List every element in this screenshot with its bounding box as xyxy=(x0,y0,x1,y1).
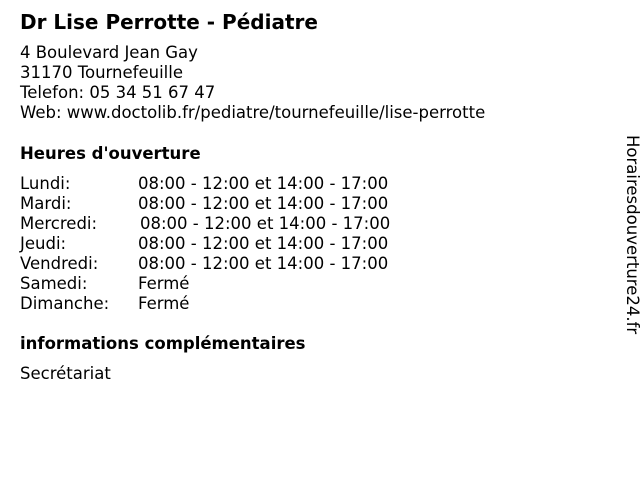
day-label: Jeudi: xyxy=(20,234,67,253)
time-range: 08:00 - 12:00 et 14:00 - 17:00 xyxy=(138,234,389,253)
day-label: Mercredi: xyxy=(20,214,98,233)
time-range: 08:00 - 12:00 et 14:00 - 17:00 xyxy=(140,214,391,233)
additional-info-heading: informations complémentaires xyxy=(20,334,306,353)
site-watermark: Horairesdouverture24.fr xyxy=(623,135,642,335)
day-label: Lundi: xyxy=(20,174,71,193)
time-range: Fermé xyxy=(138,274,190,293)
day-label: Samedi: xyxy=(20,274,88,293)
day-label: Vendredi: xyxy=(20,254,99,273)
time-range: Fermé xyxy=(138,294,190,313)
street-address: 4 Boulevard Jean Gay xyxy=(20,43,198,62)
time-range: 08:00 - 12:00 et 14:00 - 17:00 xyxy=(138,254,389,273)
address-block xyxy=(20,43,485,123)
time-range: 08:00 - 12:00 et 14:00 - 17:00 xyxy=(138,194,389,213)
day-label: Dimanche: xyxy=(20,294,110,313)
additional-info-text: Secrétariat xyxy=(20,364,111,383)
opening-hours-heading: Heures d'ouverture xyxy=(20,144,201,163)
page-title: Dr Lise Perrotte - Pédiatre xyxy=(20,10,318,34)
website: Web: www.doctolib.fr/pediatre/tournefeuille/lise-perrotte xyxy=(20,103,486,122)
city-postcode: 31170 Tournefeuille xyxy=(20,63,183,82)
time-range: 08:00 - 12:00 et 14:00 - 17:00 xyxy=(138,174,389,193)
day-label: Mardi: xyxy=(20,194,72,213)
phone-number: Telefon: 05 34 51 67 47 xyxy=(20,83,216,102)
